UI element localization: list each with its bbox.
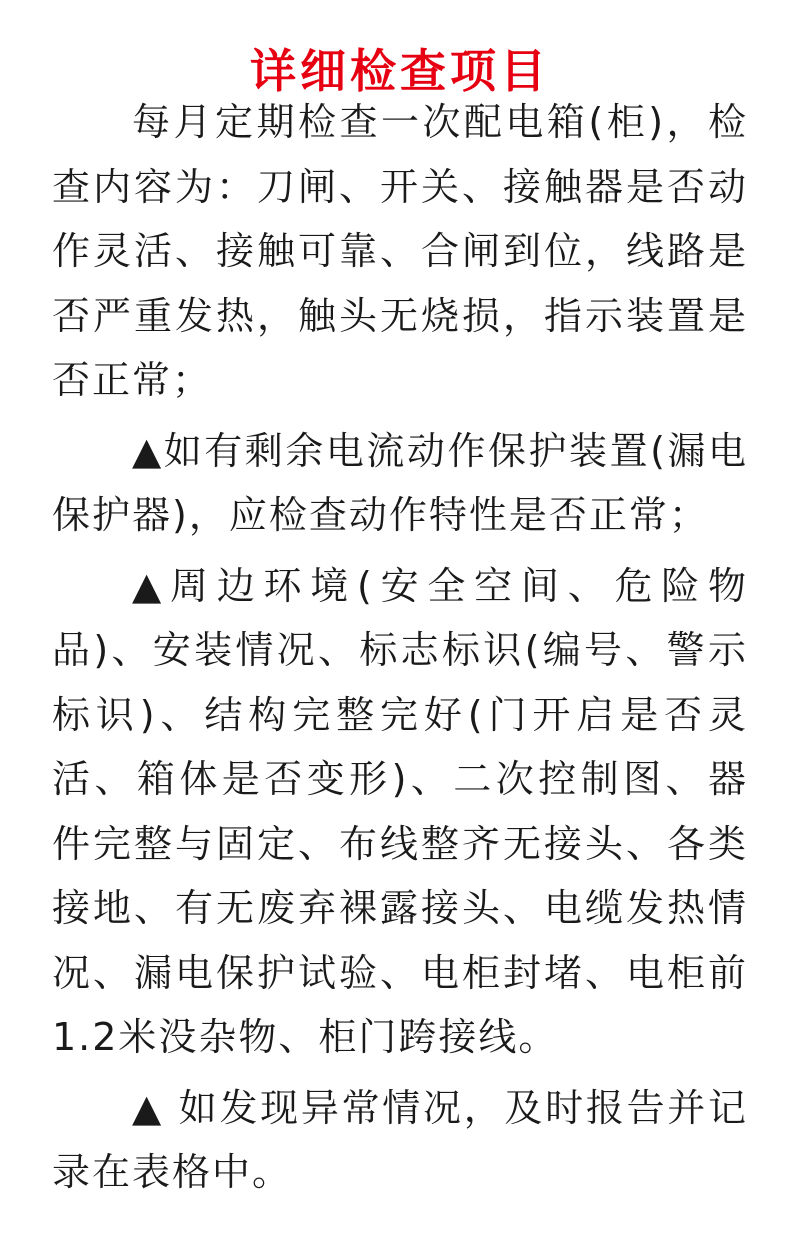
paragraph-monthly-inspection: 每月定期检查一次配电箱(柜)，检查内容为：刀闸、开关、接触器是否动作灵活、接触可靠、合闸到位，线路是否严重发热，触头无烧损，指示装置是否正常； <box>52 100 748 402</box>
paragraph-report-abnormal: ▲ 如发现异常情况，及时报告并记录在表格中。 <box>52 1085 748 1194</box>
document-body <box>52 90 748 1205</box>
paragraph-leakage-protector: ▲如有剩余电流动作保护装置(漏电保护器)，应检查动作特性是否正常； <box>52 428 748 537</box>
page-title: 详细检查项目 <box>250 43 550 98</box>
paragraph-environment-checklist: ▲周边环境(安全空间、危险物品)、安装情况、标志标识(编号、警示标识)、结构完整完好(门开启是否灵活、箱体是否变形)、二次控制图、器件完整与固定、布线整齐无接头、各类接地、有无废弃裸露接头、电缆发热情况、漏电保护试验、电柜封堵、电柜前1.2米没杂物、柜门跨接线。 <box>52 563 748 1059</box>
